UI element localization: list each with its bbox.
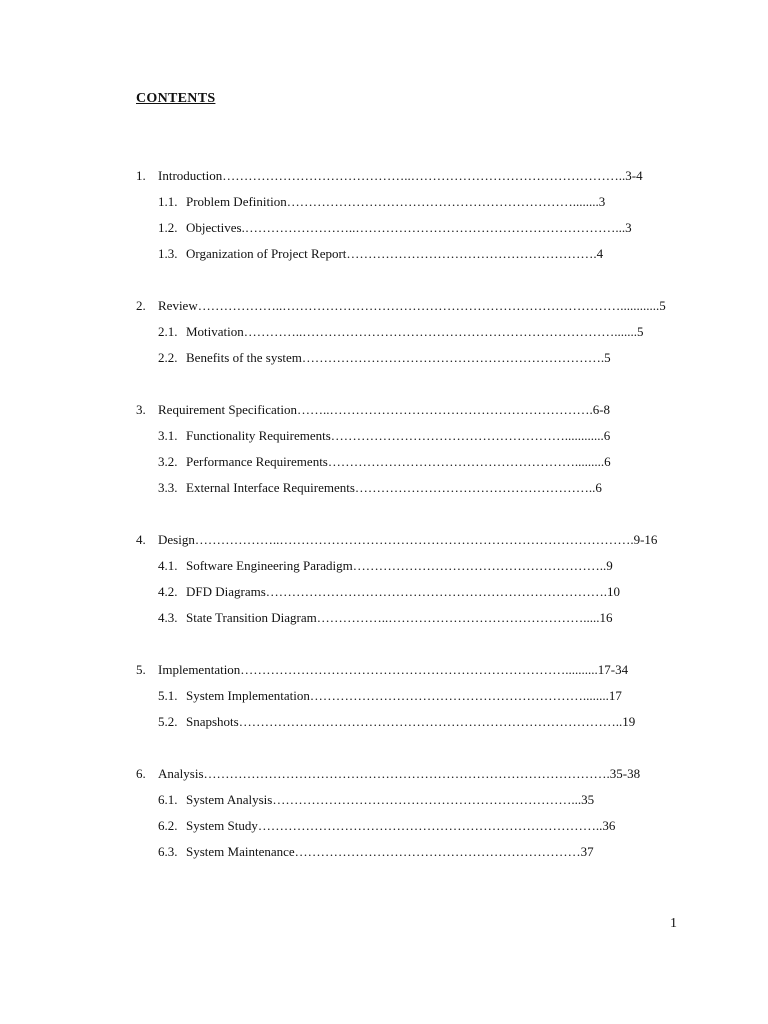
toc-number: 1.2. <box>158 220 178 235</box>
toc-entry[interactable] <box>136 168 656 184</box>
toc-number: 3.1. <box>158 428 178 443</box>
toc-entry[interactable] <box>158 688 670 704</box>
toc-entry[interactable] <box>158 324 670 340</box>
toc-entry[interactable] <box>136 766 666 782</box>
toc-number: 6. <box>136 766 146 781</box>
toc-number: 1.3. <box>158 246 178 261</box>
toc-number: 1.1. <box>158 194 178 209</box>
toc-text: State Transition Diagram……………..……………………………………….....16 <box>186 610 613 625</box>
toc-text: System Implementation………………………………………………………........17 <box>186 688 622 703</box>
toc-entry[interactable] <box>136 532 666 548</box>
toc-text: Snapshots……………………………………………………………………………..19 <box>186 714 636 729</box>
toc-text: Implementation…………………………………………………………………..........17-34 <box>158 662 629 677</box>
toc-entry[interactable] <box>158 350 670 366</box>
toc-number: 2. <box>136 298 146 313</box>
toc-number: 6.3. <box>158 844 178 859</box>
toc-number: 4.3. <box>158 610 178 625</box>
toc-text: Organization of Project Report………………………………………………….4 <box>186 246 604 261</box>
toc-number: 5.2. <box>158 714 178 729</box>
toc-number: 4.1. <box>158 558 178 573</box>
toc-text: Performance Requirements………………………………………………….........6 <box>186 454 611 469</box>
toc-text: System Analysis……………………………………………………………...35 <box>186 792 595 807</box>
toc-entry[interactable] <box>158 818 670 834</box>
toc-entry[interactable] <box>158 558 670 574</box>
toc-entry[interactable] <box>158 220 670 236</box>
toc-entry[interactable] <box>158 610 670 626</box>
page-title: CONTENTS <box>136 91 216 106</box>
toc-text: Review………………..……………………………………………………………………............5 <box>158 298 666 313</box>
toc-entry[interactable] <box>136 298 666 314</box>
toc-entry[interactable] <box>158 428 670 444</box>
toc-number: 4.2. <box>158 584 178 599</box>
toc-text: DFD Diagrams…………………………………………………………………….10 <box>186 584 621 599</box>
toc-number: 3. <box>136 402 146 417</box>
toc-entry[interactable] <box>136 662 666 678</box>
toc-text: Design………………..……………………………………………………………………….9-16 <box>158 532 658 547</box>
toc-text: Benefits of the system…………………………………………………………….5 <box>186 350 611 365</box>
toc-text: Analysis………………………………………………………………………………….35-38 <box>158 766 641 781</box>
toc-text: System Maintenance…………………………………………………………37 <box>186 844 594 859</box>
toc-number: 2.1. <box>158 324 178 339</box>
toc-entry[interactable] <box>158 844 670 860</box>
toc-entry[interactable] <box>158 194 670 210</box>
toc-number: 5.1. <box>158 688 178 703</box>
toc-text: External Interface Requirements………………………………………………..6 <box>186 480 602 495</box>
toc-number: 1. <box>136 168 146 183</box>
toc-entry[interactable] <box>158 792 670 808</box>
toc-text: Functionality Requirements………………………………………………............6 <box>186 428 611 443</box>
toc-number: 4. <box>136 532 146 547</box>
toc-text: Requirement Specification……..…………………………………………………….6-8 <box>158 402 611 417</box>
toc-text: Objectives.……………………..……………………………………………………...3 <box>186 220 632 235</box>
toc-number: 2.2. <box>158 350 178 365</box>
toc-text: Problem Definition…………………………………………………………........3 <box>186 194 606 209</box>
toc-entry[interactable] <box>158 584 670 600</box>
page-number: 1 <box>670 916 677 931</box>
toc-text: Motivation…………..……………………………………………………………….......5 <box>186 324 644 339</box>
toc-entry[interactable] <box>158 246 670 262</box>
toc-text: Software Engineering Paradigm…………………………………………………..9 <box>186 558 613 573</box>
toc-number: 3.2. <box>158 454 178 469</box>
toc-entry[interactable] <box>158 454 670 470</box>
toc-text: System Study……………………………………………………………………..36 <box>186 818 616 833</box>
toc-number: 3.3. <box>158 480 178 495</box>
toc-entry[interactable] <box>158 480 670 496</box>
toc-number: 5. <box>136 662 146 677</box>
toc-entry[interactable] <box>158 714 670 730</box>
toc-number: 6.1. <box>158 792 178 807</box>
toc-text: Introduction……………………………………..…………………………………………..3-4 <box>158 168 643 183</box>
toc-number: 6.2. <box>158 818 178 833</box>
toc-entry[interactable] <box>136 402 666 418</box>
